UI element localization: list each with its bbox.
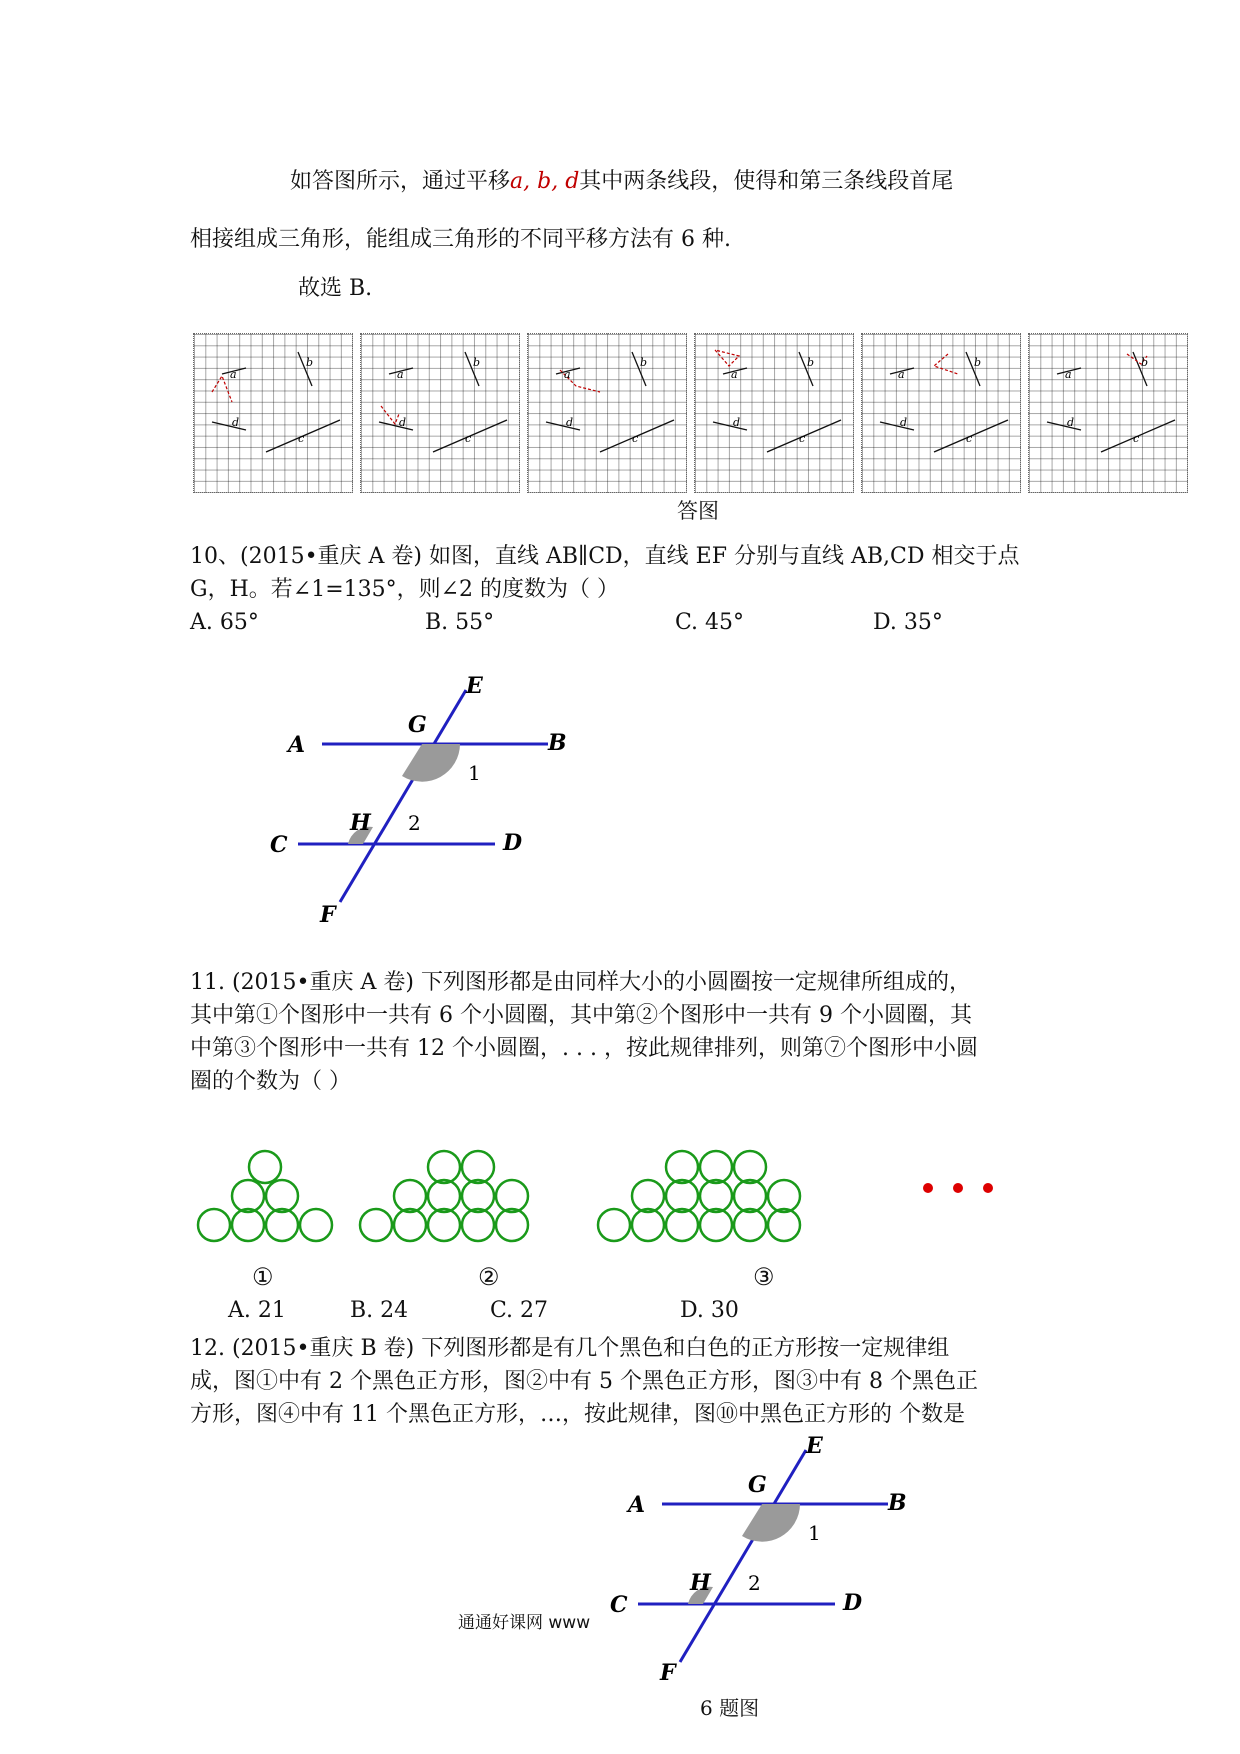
svg-text:d: d: [566, 416, 574, 429]
q11-option-a: A. 21: [228, 1298, 286, 1323]
intro-line1-post: 其中两条线段，使得和第三条线段首尾: [579, 169, 954, 194]
bottom-figure-caption: 6 题图: [700, 1696, 760, 1720]
svg-text:d: d: [900, 416, 908, 429]
label-e: E: [466, 673, 483, 699]
q11-figure-label-1: ①: [252, 1263, 274, 1291]
small-circle: [666, 1180, 698, 1212]
svg-text:c: c: [632, 432, 639, 445]
label-angle2: 2: [408, 811, 421, 835]
svg-text:b: b: [1141, 356, 1149, 369]
small-circle: [768, 1209, 800, 1241]
answer-panel-4: [694, 333, 854, 493]
bottom-label-c: C: [610, 1592, 628, 1618]
svg-text:a: a: [1065, 368, 1072, 381]
q11-figure-label-3: ③: [753, 1263, 775, 1291]
q11-option-b: B. 24: [350, 1298, 409, 1323]
watermark-text: 通通好课网 www: [458, 1610, 594, 1636]
svg-text:d: d: [733, 416, 741, 429]
svg-text:d: d: [399, 416, 407, 429]
q10-option-d: D. 35°: [873, 610, 943, 635]
bottom-label-b: B: [888, 1490, 907, 1516]
answer-panel-5: [861, 333, 1021, 493]
bottom-parallel-lines-figure: [610, 1430, 930, 1685]
red-dot-2: [953, 1183, 963, 1193]
small-circle: [198, 1209, 230, 1241]
small-circle: [394, 1209, 426, 1241]
svg-text:a: a: [731, 368, 738, 381]
svg-text:c: c: [799, 432, 806, 445]
small-circle: [462, 1209, 494, 1241]
q11-line2: 其中第①个图形中一共有 6 个小圆圈，其中第②个图形中一共有 9 个小圆圈，其: [190, 1003, 972, 1028]
intro-line1: [290, 165, 953, 199]
svg-text:a: a: [230, 368, 237, 381]
small-circle: [360, 1209, 392, 1241]
small-circle: [232, 1180, 264, 1212]
bottom-label-d: D: [843, 1590, 863, 1616]
small-circle: [734, 1209, 766, 1241]
label-b: B: [548, 730, 567, 756]
label-a: A: [288, 732, 306, 758]
small-circle: [496, 1209, 528, 1241]
label-angle1: 1: [468, 761, 481, 785]
svg-text:b: b: [807, 356, 815, 369]
small-circle: [666, 1151, 698, 1183]
label-f: F: [320, 902, 336, 928]
q11-option-d: D. 30: [680, 1298, 739, 1323]
q11-figure-label-2: ②: [478, 1263, 500, 1291]
q10-option-b: B. 55°: [425, 610, 495, 635]
answer-panel-3: [527, 333, 687, 493]
answer-panel-2: [360, 333, 520, 493]
red-dot-3: [983, 1183, 993, 1193]
svg-text:b: b: [306, 356, 314, 369]
small-circle: [700, 1180, 732, 1212]
small-circle: [598, 1209, 630, 1241]
bottom-label-g: G: [748, 1472, 767, 1498]
small-circle: [632, 1209, 664, 1241]
small-circle: [232, 1209, 264, 1241]
line-ef: [340, 690, 466, 902]
svg-text:c: c: [465, 432, 472, 445]
bottom-label-angle2: 2: [748, 1571, 761, 1595]
small-circle: [768, 1180, 800, 1212]
q12-line2: 成，图①中有 2 个黑色正方形，图②中有 5 个黑色正方形，图③中有 8 个黑色正: [190, 1369, 978, 1394]
label-h: H: [350, 810, 371, 836]
small-circle: [249, 1151, 281, 1183]
conclusion: 故选 B.: [298, 276, 373, 301]
q10-line1: 10、(2015•重庆 A 卷) 如图，直线 AB∥CD，直线 EF 分别与直线 AB,CD 相交于点: [190, 544, 1020, 569]
bottom-line-ef: [680, 1450, 806, 1662]
svg-text:b: b: [974, 356, 982, 369]
bottom-label-angle1: 1: [808, 1521, 821, 1545]
answer-panel-6: [1028, 333, 1188, 493]
q10-option-c: C. 45°: [675, 610, 745, 635]
svg-text:a: a: [898, 368, 905, 381]
small-circle: [700, 1209, 732, 1241]
angle1-arc: [402, 744, 460, 782]
label-g: G: [408, 712, 427, 738]
q11-option-c: C. 27: [490, 1298, 549, 1323]
small-circle: [666, 1209, 698, 1241]
q11-line3: 中第③个图形中一共有 12 个小圆圈，. . . ，按此规律排列，则第⑦个图形中小圆: [190, 1036, 978, 1061]
q11-line1: 11. (2015•重庆 A 卷) 下列图形都是由同样大小的小圆圈按一定规律所组成的，: [190, 970, 971, 995]
small-circle: [700, 1151, 732, 1183]
bottom-angle1-arc: [742, 1504, 800, 1542]
q10-option-a: A. 65°: [190, 610, 259, 635]
small-circle: [428, 1151, 460, 1183]
bottom-label-f: F: [660, 1660, 676, 1685]
svg-text:c: c: [298, 432, 305, 445]
small-circle: [496, 1180, 528, 1212]
svg-text:d: d: [232, 416, 240, 429]
small-circle: [734, 1151, 766, 1183]
bottom-label-e: E: [806, 1433, 823, 1459]
label-c: C: [270, 832, 288, 858]
small-circle: [300, 1209, 332, 1241]
answer-panel-1: [193, 333, 353, 493]
intro-vars: a, b, d: [510, 169, 580, 194]
small-circle: [394, 1180, 426, 1212]
q10-parallel-lines-figure: [270, 670, 590, 930]
q12-line3: 方形，图④中有 11 个黑色正方形，…，按此规律，图⑩中黑色正方形的 个数是: [190, 1402, 965, 1427]
small-circle: [428, 1180, 460, 1212]
intro-line2: 相接组成三角形，能组成三角形的不同平移方法有 6 种.: [190, 227, 731, 252]
q11-line4: 圈的个数为（ ）: [190, 1069, 351, 1094]
small-circle: [462, 1180, 494, 1212]
small-circle: [632, 1180, 664, 1212]
intro-line1-pre: 如答图所示，通过平移: [290, 169, 511, 194]
small-circle: [266, 1209, 298, 1241]
bottom-label-h: H: [690, 1570, 711, 1596]
q10-line2: G，H。若∠1=135°，则∠2 的度数为（ ）: [190, 577, 620, 602]
svg-text:d: d: [1067, 416, 1075, 429]
svg-text:b: b: [640, 356, 648, 369]
svg-text:a: a: [397, 368, 404, 381]
red-dot-1: [923, 1183, 933, 1193]
bottom-label-a: A: [628, 1492, 646, 1518]
answer-figure-caption: 答图: [677, 499, 719, 523]
small-circle: [266, 1180, 298, 1212]
q11-circle-patterns: [190, 1145, 1030, 1255]
svg-text:a: a: [564, 368, 571, 381]
q12-line1: 12. (2015•重庆 B 卷) 下列图形都是有几个黑色和白色的正方形按一定规律组: [190, 1336, 950, 1361]
small-circle: [462, 1151, 494, 1183]
small-circle: [428, 1209, 460, 1241]
svg-text:c: c: [966, 432, 973, 445]
svg-text:c: c: [1133, 432, 1140, 445]
label-d: D: [503, 830, 523, 856]
small-circle: [734, 1180, 766, 1212]
svg-text:b: b: [473, 356, 481, 369]
